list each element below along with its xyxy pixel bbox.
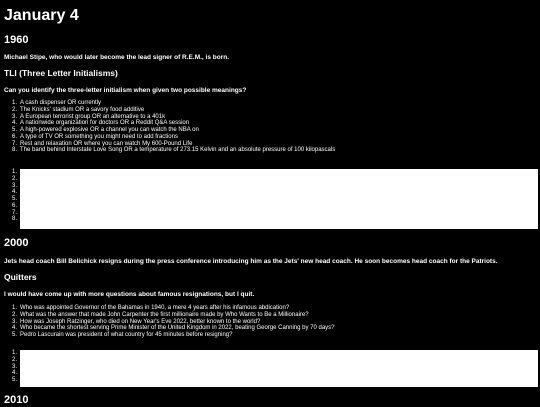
question-item: 1. A cash dispenser OR currently xyxy=(12,100,102,106)
answer-number: 5. xyxy=(12,377,18,383)
event-text-2000: Jets head coach Bill Belichick resigns during the press conference introducing him as the Jets' new head coach. He soon becomes head coach for the Patriots. xyxy=(4,258,498,265)
quiz-prompt-tli: Can you identify the three-letter initialism when given two possible meanings? xyxy=(4,87,247,94)
answer-number: 3. xyxy=(12,363,18,370)
year-heading-2000: 2000 xyxy=(4,237,29,249)
answer-number: 1. xyxy=(12,350,18,356)
quiz-title-tli: TLI (Three Letter Initialisms) xyxy=(4,68,118,78)
year-heading-1960: 1960 xyxy=(4,34,29,46)
answer-box-quitters[interactable] xyxy=(20,350,538,387)
question-list-quitters xyxy=(0,305,335,339)
page-title: January 4 xyxy=(4,7,79,24)
answer-number-list-tli xyxy=(0,169,17,223)
answer-number: 2. xyxy=(12,356,18,363)
question-list-tli xyxy=(0,100,335,154)
answer-number: 6. xyxy=(12,202,18,209)
answer-box-tli[interactable] xyxy=(20,169,538,229)
quiz-title-quitters: Quitters xyxy=(4,272,37,282)
answer-number: 4. xyxy=(12,370,18,377)
question-item: 7. Rest and relaxation OR where you can watch My 600-Pound Life xyxy=(12,140,193,147)
year-heading-2010: 2010 xyxy=(4,394,29,406)
question-item: 2. What was the answer that made John Carpenter the first millionaire made by Who Wants to Be a Millionaire? xyxy=(12,311,309,318)
question-item: 4. A nationwide organization for doctors OR a Reddit Q&A session xyxy=(12,120,190,127)
event-text-1960: Michael Stipe, who would later become the lead signer of R.E.M., is born. xyxy=(4,54,230,61)
question-item: 4. Who became the shortest serving Prime Minister of the United Kingdom in 2022, beating George Canning by 70 days? xyxy=(12,325,335,332)
question-item: 5. Pedro Lascurain was president of what country for 45 minutes before resigning? xyxy=(12,332,233,338)
answer-number: 3. xyxy=(12,182,18,189)
answer-number: 7. xyxy=(12,209,18,216)
answer-number: 5. xyxy=(12,196,18,202)
question-item: 2. The Knicks' stadium OR a savory food additive xyxy=(12,106,145,113)
question-item: 3. How was Joseph Ratzinger, who died on New Year's Eve 2022, better known to the world? xyxy=(12,318,261,325)
answer-number: 2. xyxy=(12,175,18,182)
answer-number-list-quitters xyxy=(0,350,17,384)
answer-number: 1. xyxy=(12,169,18,175)
answer-number: 4. xyxy=(12,189,18,196)
question-item: 6. A type of TV OR something you might need to add fractions xyxy=(12,133,178,140)
question-item: 8. The band behind Interstate Love Song OR a temperature of 273.15 Kelvin and an absolute pressure of 100 kilopascals xyxy=(12,147,336,154)
question-item: 5. A high-powered explosive OR a channel you can watch the NBA on xyxy=(12,127,199,133)
question-item: 1. Who was appointed Governor of the Bahamas in 1940, a mere 4 years after his infamous abdication? xyxy=(12,305,290,311)
question-item: 3. A European terrorist group OR an alternative to a 401k xyxy=(12,113,166,120)
answer-number: 8. xyxy=(12,216,18,223)
quiz-prompt-quitters: I would have come up with more questions about famous resignations, but I quit. xyxy=(4,291,255,298)
